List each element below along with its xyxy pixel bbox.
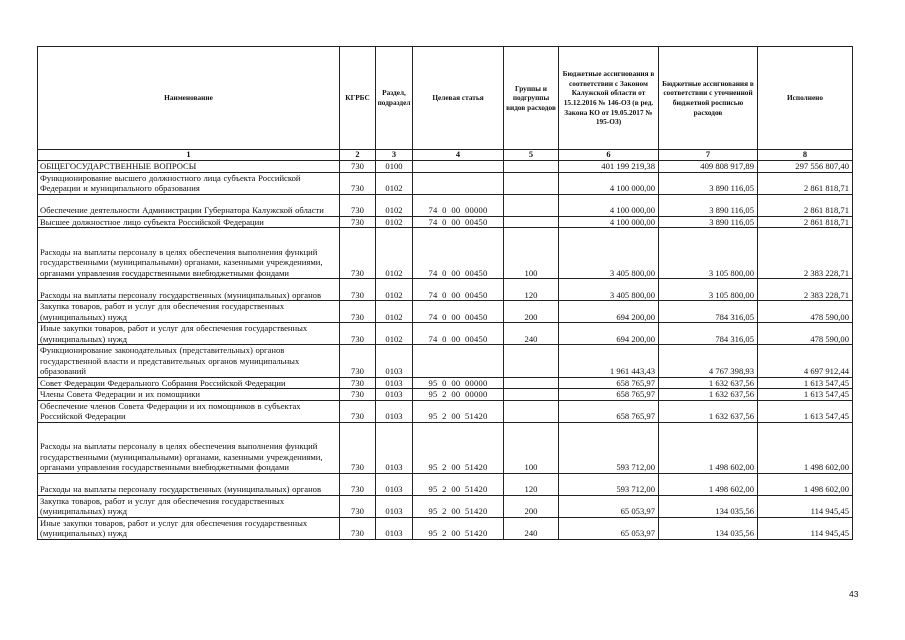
row-budget-refined: 4 767 398,93	[659, 345, 758, 378]
row-budget-refined: 409 808 917,89	[659, 161, 758, 173]
table-row	[38, 400, 853, 422]
row-budget-law: 694 200,00	[559, 301, 659, 323]
row-budget-law: 658 765,97	[559, 377, 659, 389]
row-executed: 297 556 807,40	[758, 161, 853, 173]
row-budget-law: 658 765,97	[559, 400, 659, 422]
row-budget-law: 658 765,97	[559, 389, 659, 401]
header-groups: Группы и подгруппы видов расходов	[504, 47, 559, 150]
row-executed: 1 613 547,45	[758, 400, 853, 422]
row-executed: 114 945,45	[758, 517, 853, 539]
row-budget-law: 3 405 800,00	[559, 228, 659, 279]
header-executed: Исполнено	[758, 47, 853, 150]
row-group: 200	[504, 301, 559, 323]
row-budget-refined: 134 035,56	[659, 517, 758, 539]
row-target: 74 0 00 00450	[413, 216, 504, 228]
row-group: 100	[504, 228, 559, 279]
row-section: 0103	[376, 377, 413, 389]
row-target: 74 0 00 00450	[413, 301, 504, 323]
row-name: Закупка товаров, работ и услуг для обеспечения государственных (муниципальных) нужд	[38, 301, 340, 323]
row-group	[504, 345, 559, 378]
row-budget-law: 4 100 000,00	[559, 216, 659, 228]
budget-sheet	[37, 46, 852, 540]
table-row	[38, 279, 853, 301]
row-section: 0102	[376, 172, 413, 194]
table-row	[38, 377, 853, 389]
column-number: 7	[659, 150, 758, 161]
table-row	[38, 495, 853, 517]
row-name: Расходы на выплаты персоналу в целях обеспечения выполнения функций государственными (муниципальными) органами, казенными учреждениями, органами управления государственными внебюджетными фондами	[38, 422, 340, 473]
row-target: 74 0 00 00450	[413, 323, 504, 345]
row-group	[504, 377, 559, 389]
row-kgrbs: 730	[340, 323, 376, 345]
row-kgrbs: 730	[340, 216, 376, 228]
row-kgrbs: 730	[340, 345, 376, 378]
row-kgrbs: 730	[340, 495, 376, 517]
row-budget-refined: 3 105 800,00	[659, 279, 758, 301]
row-executed: 1 498 602,00	[758, 422, 853, 473]
row-name: Совет Федерации Федерального Собрания Российской Федерации	[38, 377, 340, 389]
row-budget-refined: 1 632 637,56	[659, 400, 758, 422]
header-kgrbs: КГРБС	[340, 47, 376, 150]
row-name: Расходы на выплаты персоналу государственных (муниципальных) органов	[38, 279, 340, 301]
row-budget-refined: 1 498 602,00	[659, 473, 758, 495]
row-budget-refined: 134 035,56	[659, 495, 758, 517]
row-kgrbs: 730	[340, 194, 376, 216]
row-section: 0103	[376, 345, 413, 378]
row-budget-refined: 3 890 116,05	[659, 194, 758, 216]
budget-table	[37, 46, 853, 540]
row-kgrbs: 730	[340, 172, 376, 194]
row-section: 0103	[376, 495, 413, 517]
row-budget-law: 65 053,97	[559, 495, 659, 517]
row-kgrbs: 730	[340, 400, 376, 422]
row-budget-law: 694 200,00	[559, 323, 659, 345]
row-section: 0102	[376, 216, 413, 228]
header-name: Наименование	[38, 47, 340, 150]
row-target	[413, 161, 504, 173]
table-row	[38, 323, 853, 345]
row-group: 240	[504, 323, 559, 345]
row-executed: 2 861 818,71	[758, 194, 853, 216]
row-section: 0102	[376, 228, 413, 279]
row-executed: 114 945,45	[758, 495, 853, 517]
row-budget-refined: 1 632 637,56	[659, 389, 758, 401]
table-row	[38, 345, 853, 378]
row-executed: 478 590,00	[758, 323, 853, 345]
row-budget-law: 1 961 443,43	[559, 345, 659, 378]
row-kgrbs: 730	[340, 161, 376, 173]
row-section: 0103	[376, 389, 413, 401]
table-row	[38, 194, 853, 216]
column-number-row	[38, 150, 853, 161]
row-group	[504, 172, 559, 194]
row-budget-refined: 1 632 637,56	[659, 377, 758, 389]
row-name: Функционирование законодательных (представительных) органов государственной власти и представительных органов муниципальных образований	[38, 345, 340, 378]
column-number: 5	[504, 150, 559, 161]
row-group	[504, 400, 559, 422]
row-budget-law: 3 405 800,00	[559, 279, 659, 301]
table-row	[38, 473, 853, 495]
row-executed: 1 613 547,45	[758, 389, 853, 401]
row-target	[413, 172, 504, 194]
row-name: Закупка товаров, работ и услуг для обеспечения государственных (муниципальных) нужд	[38, 495, 340, 517]
row-budget-refined: 3 105 800,00	[659, 228, 758, 279]
row-target: 95 2 00 51420	[413, 473, 504, 495]
row-name: Расходы на выплаты персоналу в целях обеспечения выполнения функций государственными (муниципальными) органами, казенными учреждениями, органами управления государственными внебюджетными фондами	[38, 228, 340, 279]
row-kgrbs: 730	[340, 228, 376, 279]
table-row	[38, 216, 853, 228]
row-section: 0102	[376, 194, 413, 216]
row-executed: 478 590,00	[758, 301, 853, 323]
row-target: 95 2 00 51420	[413, 517, 504, 539]
row-group	[504, 194, 559, 216]
row-kgrbs: 730	[340, 517, 376, 539]
row-budget-refined: 1 498 602,00	[659, 422, 758, 473]
column-number: 4	[413, 150, 504, 161]
table-row	[38, 422, 853, 473]
row-target: 95 2 00 51420	[413, 400, 504, 422]
row-kgrbs: 730	[340, 301, 376, 323]
row-budget-law: 65 053,97	[559, 517, 659, 539]
row-group	[504, 389, 559, 401]
row-target: 95 2 00 51420	[413, 495, 504, 517]
row-budget-refined: 784 316,05	[659, 323, 758, 345]
row-executed: 1 613 547,45	[758, 377, 853, 389]
row-group: 120	[504, 473, 559, 495]
table-row	[38, 172, 853, 194]
row-executed: 4 697 912,44	[758, 345, 853, 378]
header-row	[38, 47, 853, 150]
row-group: 200	[504, 495, 559, 517]
row-budget-law: 4 100 000,00	[559, 194, 659, 216]
row-target: 95 0 00 00000	[413, 377, 504, 389]
row-name: Иные закупки товаров, работ и услуг для обеспечения государственных (муниципальных) нужд	[38, 517, 340, 539]
row-kgrbs: 730	[340, 473, 376, 495]
row-budget-refined: 3 890 116,05	[659, 172, 758, 194]
row-executed: 2 383 228,71	[758, 228, 853, 279]
row-group	[504, 161, 559, 173]
column-number: 2	[340, 150, 376, 161]
row-budget-law: 4 100 000,00	[559, 172, 659, 194]
row-section: 0102	[376, 323, 413, 345]
row-executed: 1 498 602,00	[758, 473, 853, 495]
column-number: 1	[38, 150, 340, 161]
row-target: 74 0 00 00450	[413, 228, 504, 279]
row-budget-refined: 784 316,05	[659, 301, 758, 323]
table-row	[38, 389, 853, 401]
row-kgrbs: 730	[340, 422, 376, 473]
row-name: ОБЩЕГОСУДАРСТВЕННЫЕ ВОПРОСЫ	[38, 161, 340, 173]
row-name: Высшее должностное лицо субъекта Российской Федерации	[38, 216, 340, 228]
row-group: 240	[504, 517, 559, 539]
row-budget-law: 593 712,00	[559, 473, 659, 495]
table-row	[38, 161, 853, 173]
row-section: 0102	[376, 301, 413, 323]
row-target: 74 0 00 00450	[413, 279, 504, 301]
row-section: 0103	[376, 473, 413, 495]
column-number: 8	[758, 150, 853, 161]
header-target: Целевая статья	[413, 47, 504, 150]
row-group: 120	[504, 279, 559, 301]
row-name: Обеспечение членов Совета Федерации и их помощников в субъектах Российской Федерации	[38, 400, 340, 422]
table-row	[38, 517, 853, 539]
row-section: 0102	[376, 279, 413, 301]
row-name: Обеспечение деятельности Администрации Губернатора Калужской области	[38, 194, 340, 216]
row-budget-law: 593 712,00	[559, 422, 659, 473]
row-kgrbs: 730	[340, 389, 376, 401]
row-name: Функционирование высшего должностного лица субъекта Российской Федерации и муниципального образования	[38, 172, 340, 194]
row-kgrbs: 730	[340, 377, 376, 389]
table-row	[38, 228, 853, 279]
page-number: 43	[849, 589, 859, 599]
row-group: 100	[504, 422, 559, 473]
row-kgrbs: 730	[340, 279, 376, 301]
row-budget-law: 401 199 219,38	[559, 161, 659, 173]
row-target	[413, 345, 504, 378]
table-row	[38, 301, 853, 323]
row-section: 0103	[376, 400, 413, 422]
row-target: 74 0 00 00000	[413, 194, 504, 216]
row-name: Иные закупки товаров, работ и услуг для обеспечения государственных (муниципальных) нужд	[38, 323, 340, 345]
column-number: 3	[376, 150, 413, 161]
row-group	[504, 216, 559, 228]
row-executed: 2 861 818,71	[758, 172, 853, 194]
header-budget-refined: Бюджетные ассигнования в соответствии с уточненной бюджетной росписью расходов	[659, 47, 758, 150]
row-budget-refined: 3 890 116,05	[659, 216, 758, 228]
row-section: 0100	[376, 161, 413, 173]
row-target: 95 2 00 51420	[413, 422, 504, 473]
row-section: 0103	[376, 422, 413, 473]
row-executed: 2 383 228,71	[758, 279, 853, 301]
row-executed: 2 861 818,71	[758, 216, 853, 228]
header-budget-law: Бюджетные ассигнования в соответствии с Законом Калужской области от 15.12.2016 № 146-ОЗ (в ред. Закона КО от 19.05.2017 № 195-ОЗ)	[559, 47, 659, 150]
row-name: Члены Совета Федерации и их помощники	[38, 389, 340, 401]
row-name: Расходы на выплаты персоналу государственных (муниципальных) органов	[38, 473, 340, 495]
row-section: 0103	[376, 517, 413, 539]
column-number: 6	[559, 150, 659, 161]
row-target: 95 2 00 00000	[413, 389, 504, 401]
header-section: Раздел, подраздел	[376, 47, 413, 150]
